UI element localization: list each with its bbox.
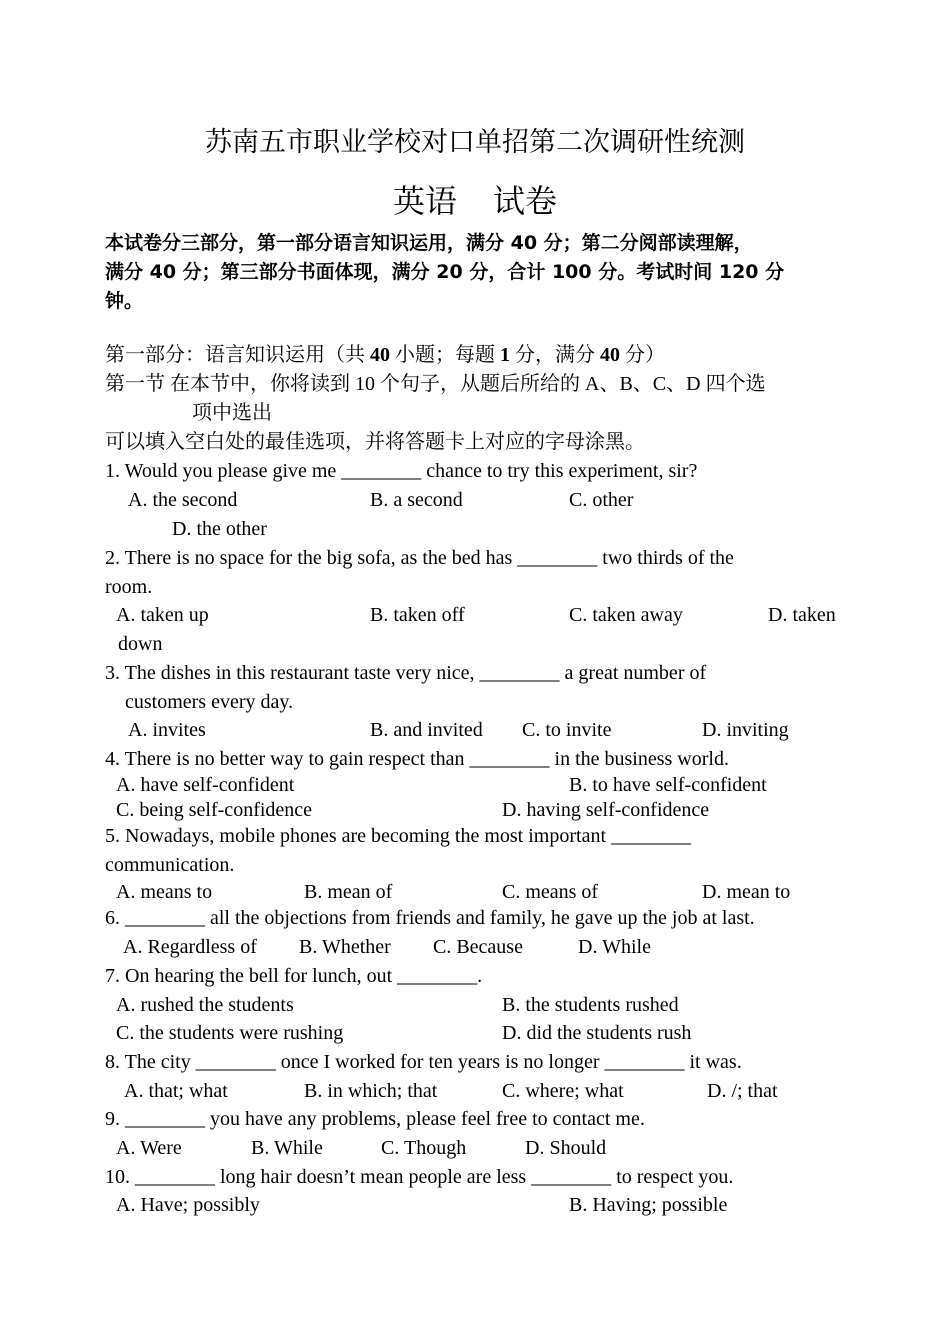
question-1-stem: 1. Would you please give me ________ chance to try this experiment, sir?	[105, 460, 698, 482]
question-6-option-a[interactable]: A. Regardless of	[123, 936, 257, 958]
question-5-option-c[interactable]: C. means of	[502, 881, 599, 903]
part1-heading-text-a: 第一部分：语言知识运用（共	[105, 344, 370, 366]
question-5-stem-line-2: communication.	[105, 854, 235, 876]
question-10-option-a[interactable]: A. Have; possibly	[116, 1194, 260, 1216]
question-4-stem: 4. There is no better way to gain respect than ________ in the business world.	[105, 748, 729, 770]
question-7-option-d[interactable]: D. did the students rush	[502, 1022, 692, 1044]
part1-point-each: 1	[500, 344, 510, 366]
exam-subtitle	[0, 176, 950, 222]
question-9-option-a[interactable]: A. Were	[116, 1137, 182, 1159]
part1-heading	[105, 341, 665, 370]
question-4-option-d[interactable]: D. having self-confidence	[502, 799, 710, 821]
question-8-stem: 8. The city ________ once I worked for ten years is no longer ________ it was.	[105, 1051, 742, 1073]
question-7-option-b[interactable]: B. the students rushed	[502, 994, 679, 1016]
part1-question-count: 40	[370, 344, 390, 366]
paper-label: 试卷	[493, 183, 558, 219]
intro-line-1: 本试卷分三部分，第一部分语言知识运用，满分 40 分；第二分阅部读理解，	[105, 232, 753, 254]
question-6-option-b[interactable]: B. Whether	[299, 936, 391, 958]
question-2-option-a[interactable]: A. taken up	[116, 604, 209, 626]
question-5-stem-line-1: 5. Nowadays, mobile phones are becoming the most important ________	[105, 825, 692, 847]
question-8-option-a[interactable]: A. that; what	[124, 1080, 228, 1102]
question-9-option-c[interactable]: C. Though	[381, 1137, 467, 1159]
question-7-option-c[interactable]: C. the students were rushing	[116, 1022, 344, 1044]
question-6-stem: 6. ________ all the objections from friends and family, he gave up the job at last.	[105, 907, 755, 929]
question-3-stem-line-1: 3. The dishes in this restaurant taste very nice, ________ a great number of	[105, 662, 707, 684]
question-4-option-a[interactable]: A. have self-confident	[116, 774, 295, 796]
question-2-stem-line-1: 2. There is no space for the big sofa, as the bed has ________ two thirds of the	[105, 547, 734, 569]
part1-total-points: 40	[600, 344, 620, 366]
section1-instruction-1: 第一节 在本节中，你将读到 10 个句子，从题后所给的 A、B、C、D 四个选	[105, 373, 766, 395]
question-4-option-b[interactable]: B. to have self-confident	[569, 774, 767, 796]
question-6-option-d[interactable]: D. While	[578, 936, 651, 958]
question-3-option-c[interactable]: C. to invite	[522, 719, 612, 741]
question-8-option-d[interactable]: D. /; that	[707, 1080, 778, 1102]
question-1-option-d[interactable]: D. the other	[172, 518, 267, 540]
part1-heading-text-b: 小题；每题	[390, 344, 500, 366]
question-2-option-d[interactable]: D. taken	[768, 604, 836, 626]
question-9-stem: 9. ________ you have any problems, please feel free to contact me.	[105, 1108, 645, 1130]
question-8-option-b[interactable]: B. in which; that	[304, 1080, 438, 1102]
part1-heading-text-d: 分）	[620, 344, 665, 366]
subject-label: 英语	[392, 183, 457, 219]
question-3-stem-line-2: customers every day.	[125, 691, 294, 713]
question-3-option-b[interactable]: B. and invited	[370, 719, 483, 741]
question-5-option-b[interactable]: B. mean of	[304, 881, 393, 903]
section1-instruction-2: 项中选出	[192, 402, 272, 424]
question-2-option-d-wrap[interactable]: down	[118, 633, 163, 655]
part1-heading-text-c: 分，满分	[510, 344, 600, 366]
question-5-option-a[interactable]: A. means to	[116, 881, 213, 903]
question-10-stem: 10. ________ long hair doesn’t mean people are less ________ to respect you.	[105, 1166, 734, 1188]
intro-line-2: 满分 40 分；第三部分书面体现，满分 20 分，合计 100 分。考试时间 120 分	[105, 261, 785, 283]
question-3-option-a[interactable]: A. invites	[128, 719, 206, 741]
question-2-stem-line-2: room.	[105, 576, 153, 598]
section1-instruction-3: 可以填入空白处的最佳选项，并将答题卡上对应的字母涂黑。	[105, 431, 645, 453]
question-2-option-b[interactable]: B. taken off	[370, 604, 465, 626]
question-3-option-d[interactable]: D. inviting	[702, 719, 789, 741]
question-4-option-c[interactable]: C. being self-confidence	[116, 799, 313, 821]
question-9-option-d[interactable]: D. Should	[525, 1137, 607, 1159]
question-10-option-b[interactable]: B. Having; possible	[569, 1194, 728, 1216]
question-7-option-a[interactable]: A. rushed the students	[116, 994, 294, 1016]
question-6-option-c[interactable]: C. Because	[433, 936, 523, 958]
question-2-option-c[interactable]: C. taken away	[569, 604, 683, 626]
question-1-option-c[interactable]: C. other	[569, 489, 634, 511]
question-9-option-b[interactable]: B. While	[251, 1137, 323, 1159]
question-8-option-c[interactable]: C. where; what	[502, 1080, 624, 1102]
question-1-option-a[interactable]: A. the second	[128, 489, 238, 511]
question-1-option-b[interactable]: B. a second	[370, 489, 463, 511]
question-7-stem: 7. On hearing the bell for lunch, out ________.	[105, 965, 483, 987]
intro-line-3: 钟。	[105, 290, 144, 312]
exam-title: 苏南五市职业学校对口单招第二次调研性统测	[205, 127, 745, 157]
question-5-option-d[interactable]: D. mean to	[702, 881, 791, 903]
